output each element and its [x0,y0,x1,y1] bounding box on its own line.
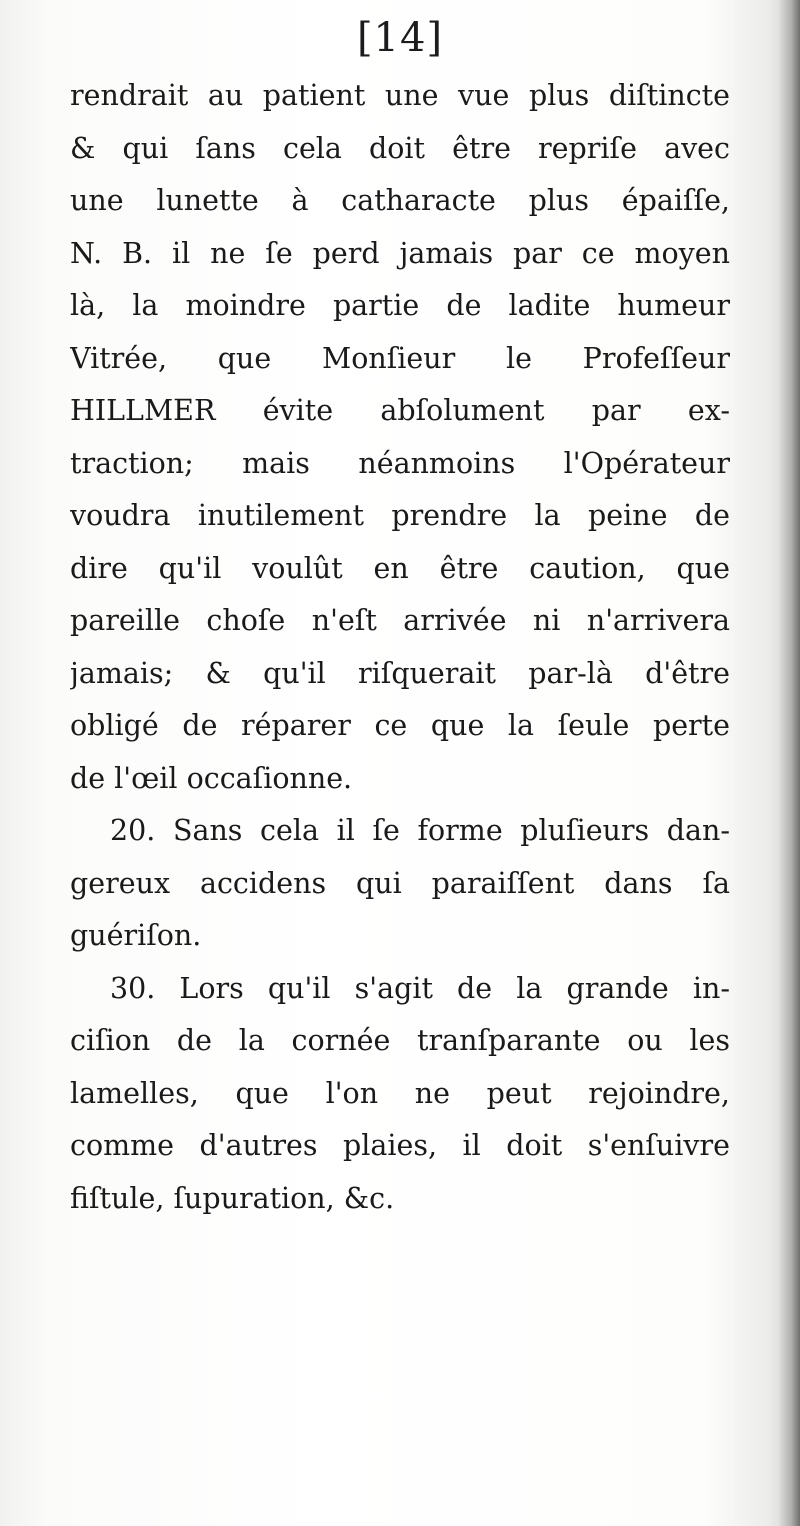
text-line: voudra inutilement prendre la peine de [70,499,730,532]
text-line: jamais; & qu'il riſquerait par-là d'être [70,656,730,690]
text-line: N. B. il ne ſe perd jamais par ce moyen [70,236,730,270]
text-line: traction; mais néanmoins l'Opérateur [70,446,730,480]
text-line: ciſion de la cornée tranſparante ou les [70,1024,730,1057]
text-line: là, la moindre partie de ladite humeur [70,289,730,322]
paragraph-start-line: 20. Sans cela il ſe forme pluſieurs dan- [110,814,730,847]
body-text [70,70,730,1225]
text-line: fiſtule, ſupuration, &c. [70,1181,395,1215]
text-line: HILLMER évite abſolument par ex- [70,394,730,427]
page-number: [14] [356,15,444,61]
text-line: pareille choſe n'eſt arrivée ni n'arrivera [70,604,730,637]
text-line: guériſon. [70,919,202,952]
text-line: gereux accidens qui paraiſſent dans ſa [70,866,730,900]
text-line: rendrait au patient une vue plus diſtincte [70,79,730,112]
text-line: Vitrée, que Monſieur le Profeſſeur [70,341,730,375]
text-line: & qui ſans cela doit être repriſe avec [70,131,730,165]
text-line: obligé de réparer ce que la ſeule perte [70,709,730,742]
text-line: une lunette à catharacte plus épaiſſe, [70,184,730,217]
text-line: dire qu'il voulût en être caution, que [70,551,730,585]
page-edge-shadow [778,0,800,1526]
text-line: lamelles, que l'on ne peut rejoindre, [70,1076,730,1110]
paragraph-start-line: 30. Lors qu'il s'agit de la grande in- [110,971,730,1005]
text-line: comme d'autres plaies, il doit s'enſuivre [70,1129,730,1162]
text-line: de l'œil occaſionne. [70,761,353,795]
